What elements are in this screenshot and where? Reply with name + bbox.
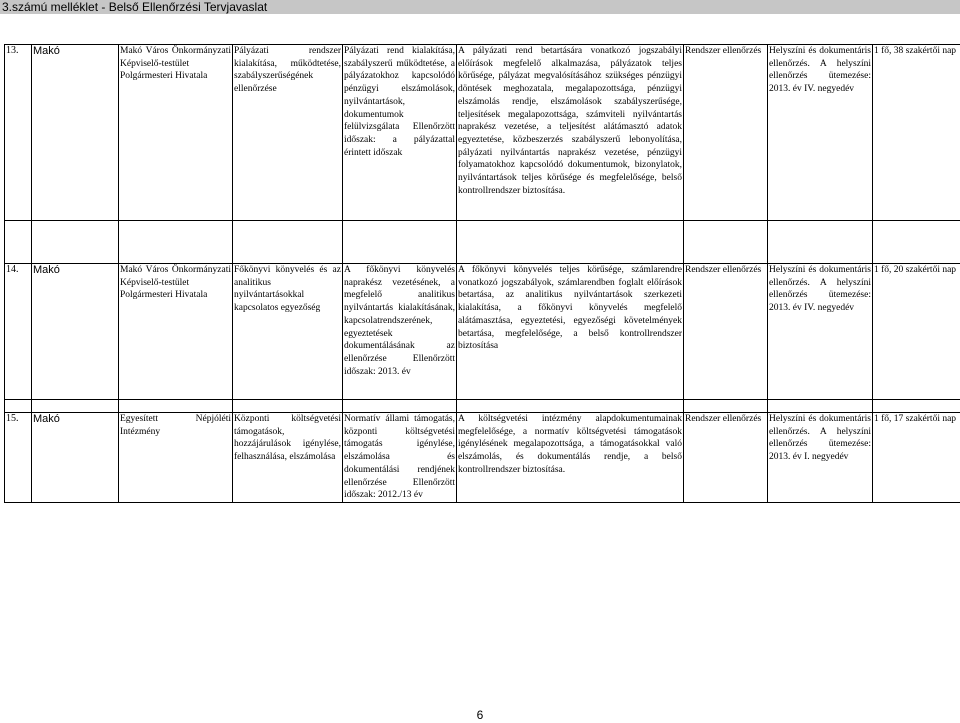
location-cell: Makó bbox=[32, 413, 119, 503]
audit-method-cell: Helyszíni és dokumentáris ellenőrzés. A helyszíni ellenőrzés ütemezése: 2013. év I. negyedév bbox=[768, 413, 873, 503]
audit-goal-cell: A költségvetési intézmény alapdokumentumainak megfelelősége, a normatív költségvetési támogatások igénylésének megalapozottsága, a támogatásokkal való elszámolás, és dokumentálás rendje, a belső kontrollrendszer biztosítása. bbox=[457, 413, 684, 503]
audit-scope-cell: A főkönyvi könyvelés naprakész vezetésének, a megfelelő analitikus nyilvántartás kialakításának, kapcsolatrendszerének, egyeztetések dokumentálásának az ellenőrzése Ellenőrzött időszak: 2013. év bbox=[343, 264, 457, 400]
audit-type-cell: Rendszer ellenőrzés bbox=[684, 413, 768, 503]
row-spacer bbox=[5, 400, 960, 413]
table-row bbox=[5, 264, 960, 400]
row-number: 14. bbox=[5, 264, 32, 400]
resource-cell: 1 fő, 38 szakértői nap bbox=[873, 45, 960, 221]
location-cell: Makó bbox=[32, 264, 119, 400]
document-title: 3.számú melléklet - Belső Ellenőrzési Tervjavaslat bbox=[2, 0, 268, 14]
page-number: 6 bbox=[476, 708, 484, 722]
row-spacer bbox=[5, 221, 960, 264]
audit-method-cell: Helyszíni és dokumentáris ellenőrzés. A helyszíni ellenőrzés ütemezése: 2013. év IV. negyedév bbox=[768, 264, 873, 400]
audit-subject-cell: Központi költségvetési támogatások, hozzájárulások igénylése, felhasználása, elszámolása bbox=[233, 413, 343, 503]
organization-cell: Makó Város Önkormányzati Képviselő-testület Polgármesteri Hivatala bbox=[119, 45, 233, 221]
audit-subject-cell: Főkönyvi könyvelés és az analitikus nyilvántartásokkal kapcsolatos egyezőség bbox=[233, 264, 343, 400]
audit-goal-cell: A főkönyvi könyvelés teljes körűsége, számlarendre vonatkozó jogszabályok, számlarendben foglalt előírások betartása, az analitikus nyilvántartások szerkezeti kialakítása, a főkönyvi könyvelés megfelelő alátámasztása, egyeztetési, egyezőségi követelmények betartása, megfelelősége, a belső kontrollrendszer biztosítása bbox=[457, 264, 684, 400]
row-number: 15. bbox=[5, 413, 32, 503]
resource-cell: 1 fő, 17 szakértői nap bbox=[873, 413, 960, 503]
document-header bbox=[0, 0, 960, 14]
audit-subject-cell: Pályázati rendszer kialakítása, működtetése, szabályszerűségének ellenőrzése bbox=[233, 45, 343, 221]
row-number: 13. bbox=[5, 45, 32, 221]
audit-type-cell: Rendszer ellenőrzés bbox=[684, 264, 768, 400]
audit-method-cell: Helyszíni és dokumentáris ellenőrzés. A helyszíni ellenőrzés ütemezése: 2013. év IV. negyedév bbox=[768, 45, 873, 221]
resource-cell: 1 fő, 20 szakértői nap bbox=[873, 264, 960, 400]
audit-goal-cell: A pályázati rend betartására vonatkozó jogszabályi előírások megfelelő alkalmazása, pályázatok teljes körűsége, pályázat megvalósításához szükséges pénzügyi döntések meghozatala, megalapozottsága, pénzügyi elszámolás rendje, elszámolások szabályszerűsége, teljesítések megalapozottsága, számviteli nyilvántartás naprakész vezetése, a teljesítést alátámasztó adatok egyeztetése, közbeszerzés szabályszerű lebonyolítása, pályázati nyilvántartás naprakész vezetése, pénzügyi folyamatokhoz kapcsolódó dokumentumok, bizonylatok, nyilvántartások teljes körűsége és megfelelősége, belső kontrollrendszer biztosítása. bbox=[457, 45, 684, 221]
audit-plan-table bbox=[4, 44, 960, 503]
table-row bbox=[5, 413, 960, 503]
organization-cell: Makó Város Önkormányzati Képviselő-testület Polgármesteri Hivatala bbox=[119, 264, 233, 400]
organization-cell: Egyesített Népjóléti Intézmény bbox=[119, 413, 233, 503]
location-cell: Makó bbox=[32, 45, 119, 221]
audit-type-cell: Rendszer ellenőrzés bbox=[684, 45, 768, 221]
table-row bbox=[5, 45, 960, 221]
audit-scope-cell: Normatív állami támogatás, központi költségvetési támogatás igénylése, elszámolása és dokumentálási rendjének ellenőrzése Ellenőrzött időszak: 2012./13 év bbox=[343, 413, 457, 503]
audit-scope-cell: Pályázati rend kialakítása, szabályszerű működtetése, a pályázatokhoz kapcsolódó pénzügyi elszámolások, nyilvántartások, dokumentumok felülvizsgálata Ellenőrzött időszak: a pályázattal érintett időszak bbox=[343, 45, 457, 221]
